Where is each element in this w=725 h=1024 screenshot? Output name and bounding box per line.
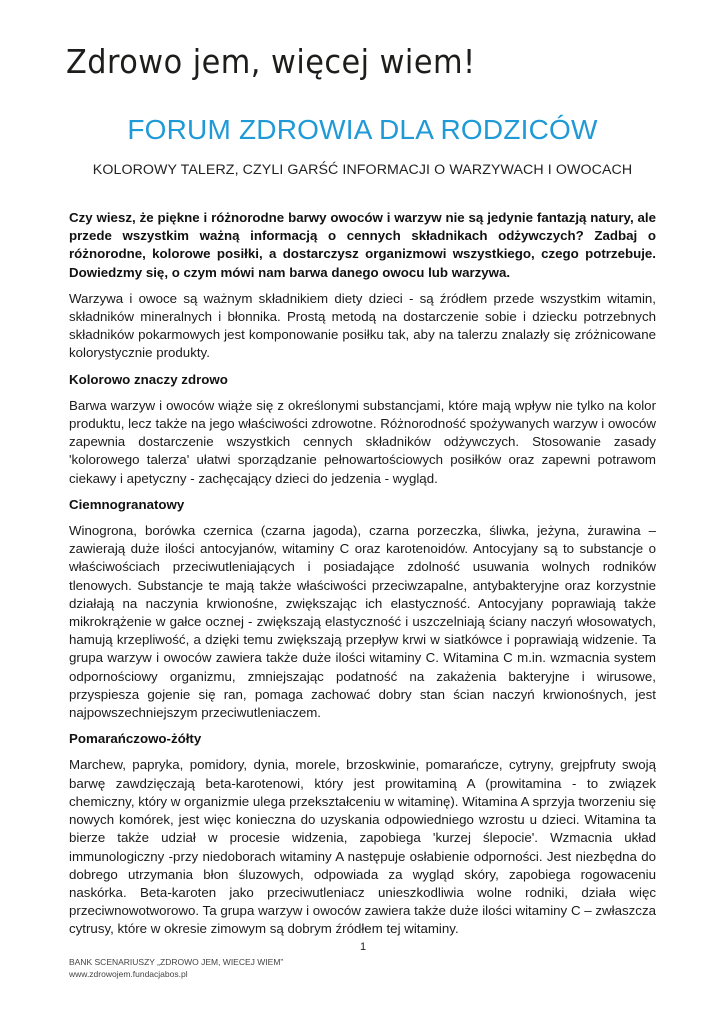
footer bbox=[69, 956, 283, 980]
page-number: 1 bbox=[360, 941, 367, 953]
section-text-pomaranczowo-zolty: Marchew, papryka, pomidory, dynia, morele, brzoskwinie, pomarańcze, cytryny, grejpfruty swoją barwę zawdzięczają beta-karotenowi, który jest prowitaminą A (prowitamina - to związek chemiczny, który w organizmie ulega przekształceniu w witaminę). Witamina A sprzyja tworzeniu się nowych komórek, jest więc konieczna do uzyskania odpowiedniego wzrostu u dzieci. Witamina ta bierze także udział w procesie widzenia, zapobiega 'kurzej ślepocie'. Wzmacnia układ immunologiczny -przy niedoborach witaminy A następuje osłabienie odporności. Jest niezbędna do dobrego utrzymania błon śluzowych, odpowiada za wygląd skóry, zapobiega rogowaceniu naskórka. Beta-karoten jako przeciwutleniacz unieszkodliwia wolne rodniki, działa więc przeciwnowotworowo. Ta grupa warzyw i owoców zawiera także duże ilości witaminy C – zwłaszcza cytrusy, które w okresie zimowym są dobrym źródłem tej witaminy. bbox=[69, 757, 656, 937]
section-heading-kolorowo: Kolorowo znaczy zdrowo bbox=[69, 371, 228, 387]
page-title: FORUM ZDROWIA DLA RODZICÓW bbox=[127, 114, 598, 145]
intro-paragraph: Warzywa i owoce są ważnym składnikiem diety dzieci - są źródłem przede wszystkim witamin, składników mineralnych i błonnika. Prostą metodą na dostarczenie sobie i dziecku potrzebnych składników pokarmowych jest komponowanie posiłku tak, aby na talerzu znalazły się zróżnicowane kolorystycznie produkty. bbox=[69, 290, 656, 361]
document-body bbox=[69, 209, 656, 947]
intro-lead: Czy wiesz, że piękne i różnorodne barwy owoców i warzyw nie są jedynie fantazją natury, ale przede wszystkim ważną informacją o cennych składnikach odżywczych? Zadbaj o różnorodne, kolorowe posiłki, a dostarczysz organizmowi wszystkiego, czego potrzebuje. Dowiedzmy się, o czym mówi nam barwa danego owocu lub warzywa. bbox=[69, 210, 656, 280]
section-heading-ciemnogranatowy: Ciemnogranatowy bbox=[69, 496, 185, 512]
page-subtitle: KOLOROWY TALERZ, CZYLI GARŚĆ INFORMACJI O WARZYWACH I OWOCACH bbox=[92, 162, 633, 178]
logo: Zdrowo jem, więcej wiem! bbox=[66, 42, 476, 81]
footer-url: www.zdrowojem.fundacjabos.pl bbox=[69, 969, 188, 979]
section-heading-pomaranczowo-zolty: Pomarańczowo-żółty bbox=[69, 731, 202, 747]
section-text-ciemnogranatowy: Winogrona, borówka czernica (czarna jagoda), czarna porzeczka, śliwka, jeżyna, żurawina – zawierają duże ilości antocyjanów, witaminy C oraz karotenoidów. Antocyjany są to substancje o właściwościach przeciwutleniających i posiadające zdolność usuwania wolnych rodników tlenowych. Substancje te mają także właściwości przeciwzapalne, antybakteryjne oraz korzystnie działają na naczynia krwionośne, zwiększając ich elastyczność. Antocyjany poprawiają także mikrokrążenie w gałce ocznej - zwiększają elastyczność i uszczelniają ściany naczyń włosowatych, hamują krzepliwość, a dzięki temu zwiększają przepływ krwi w siatkówce i poprawiają widzenie. Ta grupa warzyw i owoców zawiera także duże ilości witaminy C. Witamina C m.in. wzmacnia system odpornościowy organizmu, zmniejszając podatność na zakażenia bakteryjne i wirusowe, przyspiesza gojenie się ran, pomaga zachować dobry stan ścian naczyń krwionośnych, jest najpowszechniejszym przeciwutleniaczem. bbox=[69, 523, 656, 721]
section-text-kolorowo: Barwa warzyw i owoców wiąże się z określonymi substancjami, które mają wpływ nie tylko na kolor produktu, lecz także na jego właściwości zdrowotne. Różnorodność spożywanych warzyw i owoców zapewnia dostarczenie wszystkich cennych składników odżywczych. Stosowanie zasady 'kolorowego talerza' ułatwi sporządzanie pełnowartościowych posiłków oraz zapewni potrawom ciekawy i apetyczny - zachęcający dzieci do jedzenia - wygląd. bbox=[69, 397, 656, 486]
footer-title: BANK SCENARIUSZY „ZDROWO JEM, WIECEJ WIEM” bbox=[69, 957, 284, 967]
